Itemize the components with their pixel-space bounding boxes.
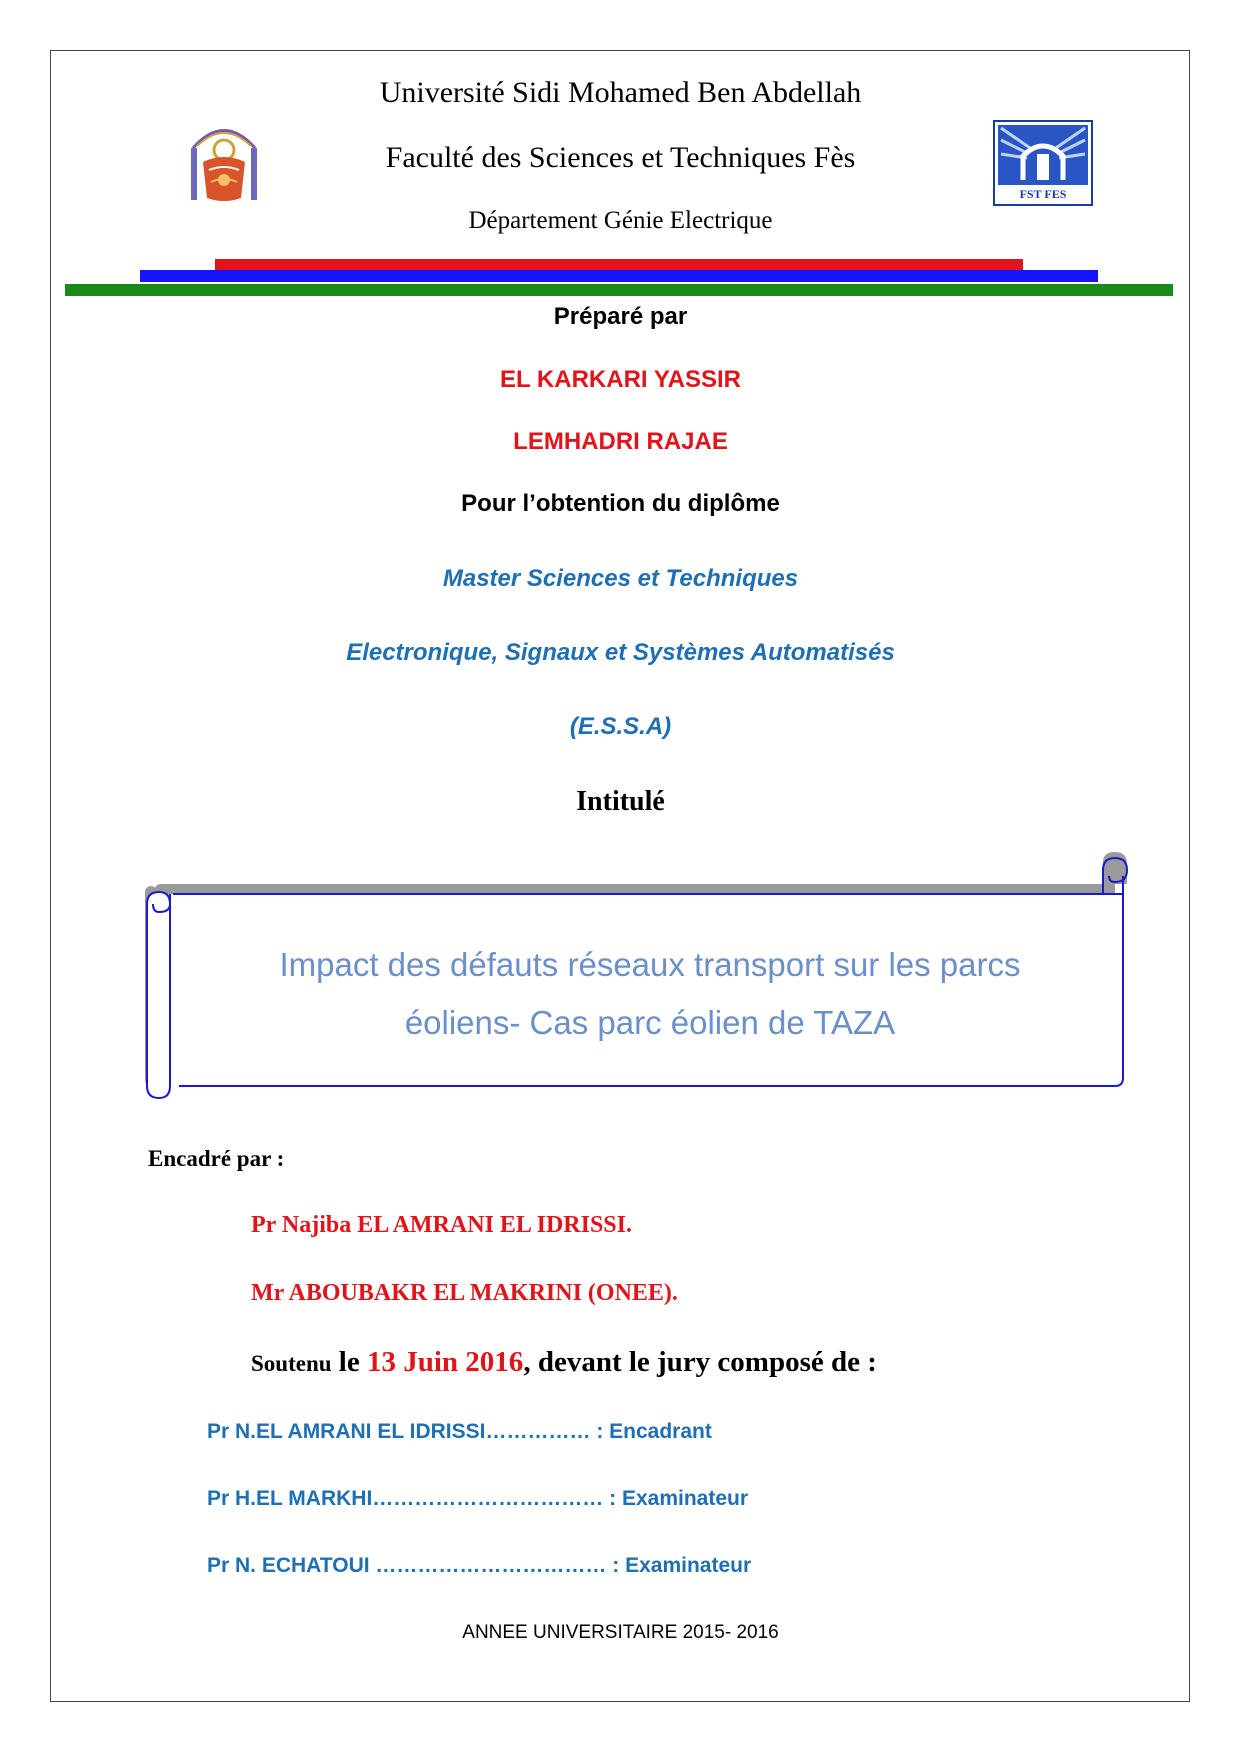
- thesis-title-line: éoliens- Cas parc éolien de TAZA: [404, 1004, 896, 1041]
- prepared-by-label: Préparé par: [553, 303, 688, 330]
- defense-prefix: Soutenu: [251, 1351, 332, 1376]
- faculty-name: Faculté des Sciences et Techniques Fès: [385, 141, 856, 174]
- thesis-title-line: Impact des défauts réseaux transport sur les parcs: [279, 946, 1021, 983]
- thesis-title: [180, 936, 1120, 1052]
- header-blue-bar: [140, 270, 1098, 282]
- diploma-label: Pour l’obtention du diplôme: [461, 490, 780, 517]
- supervised-by-label: Encadré par :: [148, 1146, 285, 1171]
- defense-suffix: , devant le jury composé de :: [523, 1346, 877, 1378]
- author-name: EL KARKARI YASSIR: [500, 366, 741, 393]
- jury-member: Pr N.EL AMRANI EL IDRISSI…………… : Encadrant: [207, 1420, 712, 1443]
- supervisor-name: Mr ABOUBAKR EL MAKRINI (ONEE).: [251, 1280, 678, 1306]
- specialty-name: Electronique, Signaux et Systèmes Automatisés: [346, 639, 895, 666]
- fst-fes-logo-text: FST FES: [1019, 187, 1067, 201]
- academic-year: ANNEE UNIVERSITAIRE 2015- 2016: [462, 1622, 779, 1643]
- jury-member: Pr H.EL MARKHI…………………………… : Examinateur: [207, 1487, 749, 1510]
- master-name: Master Sciences et Techniques: [442, 565, 799, 592]
- title-label: Intitulé: [576, 786, 665, 817]
- defense-le: le: [331, 1346, 367, 1378]
- jury-member: Pr N. ECHATOUI …………………………… : Examinateur: [207, 1554, 752, 1577]
- specialty-acronym: (E.S.S.A): [569, 713, 672, 740]
- header-red-bar: [215, 259, 1023, 270]
- header-green-bar: [65, 284, 1173, 296]
- university-name: Université Sidi Mohamed Ben Abdellah: [379, 76, 862, 109]
- defense-date: 13 Juin 2016: [366, 1346, 524, 1378]
- defense-statement: [251, 1346, 877, 1379]
- supervisor-name: Pr Najiba EL AMRANI EL IDRISSI.: [251, 1212, 632, 1238]
- author-name: LEMHADRI RAJAE: [513, 428, 728, 455]
- department-name: Département Génie Electrique: [468, 207, 773, 234]
